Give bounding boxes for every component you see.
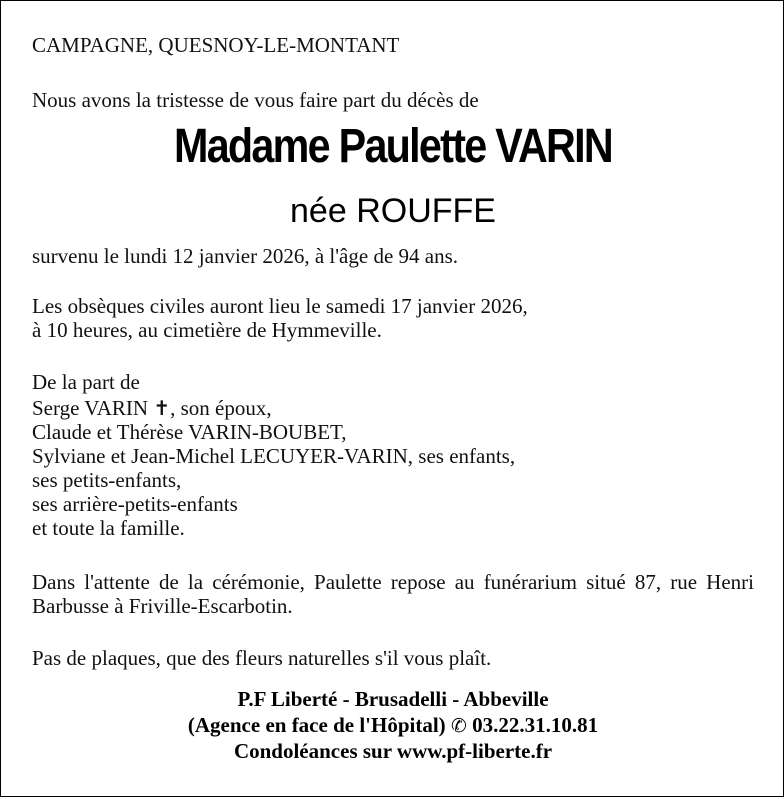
funeral-home-name: P.F Liberté - Brusadelli - Abbeville — [237, 687, 549, 711]
flowers-note: Pas de plaques, que des fleurs naturelles s'il vous plaît. — [32, 646, 492, 670]
condolences-link[interactable]: Condoléances sur www.pf-liberte.fr — [233, 739, 553, 763]
location-header: CAMPAGNE, QUESNOY-LE-MONTANT — [32, 33, 400, 57]
phone-number[interactable]: 03.22.31.10.81 — [472, 713, 599, 737]
funeral-info-line-2: à 10 heures, au cimetière de Hymmeville. — [32, 318, 382, 342]
family-spouse — [32, 396, 272, 420]
family-member: ses arrière-petits-enfants — [32, 492, 238, 516]
family-intro: De la part de — [32, 370, 140, 394]
family-member: et toute la famille. — [32, 516, 185, 540]
funeral-info-line-1: Les obsèques civiles auront lieu le samedi 17 janvier 2026, — [32, 294, 528, 318]
family-member: Sylviane et Jean-Michel LECUYER-VARIN, ses enfants, — [32, 444, 516, 468]
family-member: ses petits-enfants, — [32, 468, 182, 492]
death-announcement: survenu le lundi 12 janvier 2026, à l'âge de 94 ans. — [32, 244, 459, 268]
spouse-name: Serge VARIN — [32, 396, 149, 420]
intro-text: Nous avons la tristesse de vous faire part du décès de — [32, 88, 479, 112]
deceased-name: Madame Paulette VARIN — [174, 120, 612, 173]
agency-location: (Agence en face de l'Hôpital) — [187, 713, 446, 737]
family-member: Claude et Thérèse VARIN-BOUBET, — [32, 420, 347, 444]
rest-info: Dans l'attente de la cérémonie, Paulette repose au funérarium situé 87, rue Henri Barbusse à Friville-Escarbotin. — [32, 570, 754, 618]
phone-icon: ✆ — [450, 715, 467, 737]
cross-icon: ✝ — [153, 396, 171, 420]
maiden-name: née ROUFFE — [290, 192, 496, 230]
spouse-role: , son époux, — [170, 396, 272, 420]
funeral-home-contact — [1, 713, 784, 739]
